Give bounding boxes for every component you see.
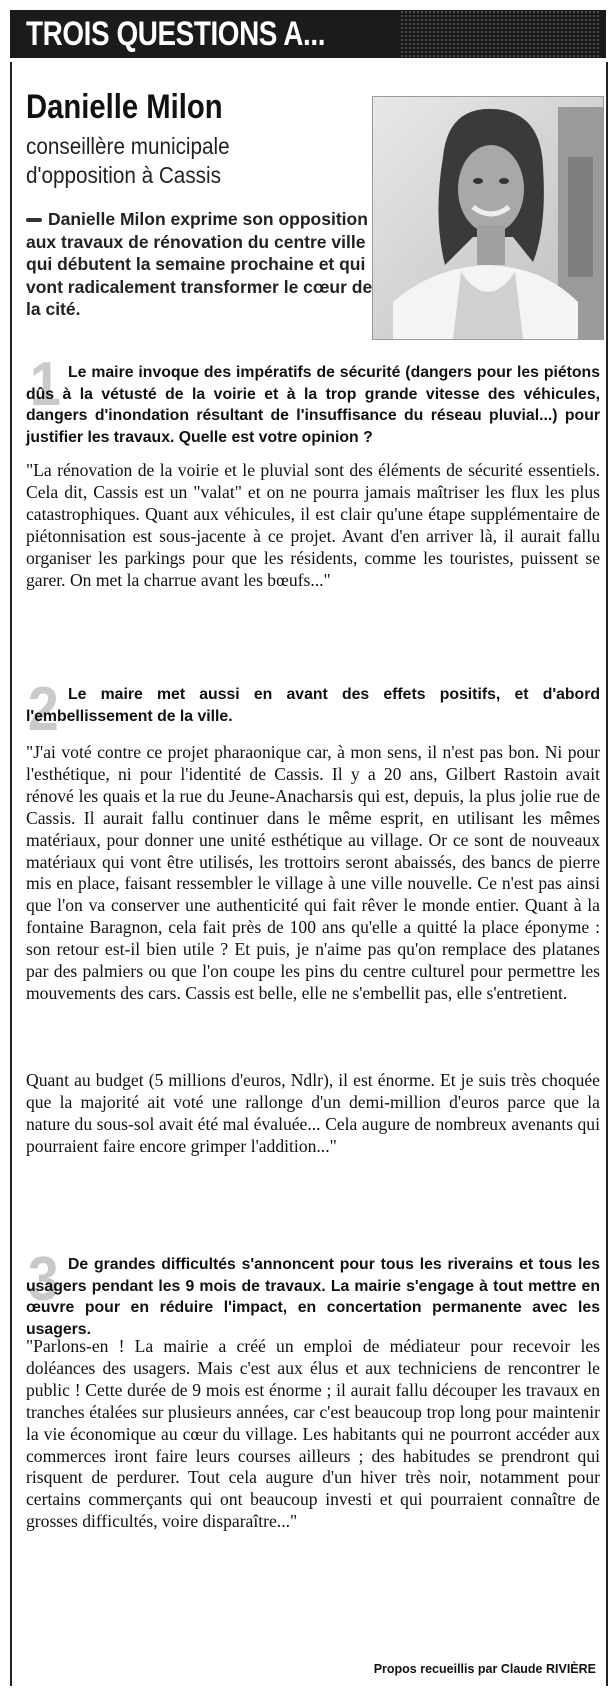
portrait-photo [372,96,604,340]
interviewee-role [26,132,230,190]
banner-title: TROIS QUESTIONS A... [26,15,326,53]
answer-1: "La rénovation de la voirie et le pluvial sont des éléments de sécurité essentiels. Cela dit, Cassis est un "valat" et on ne pourra jamais maîtriser les flux les plus catastrophiques. Quant aux véhicules, il est clair qu'une étape supplémentaire de piétonnisation est sous-jacente à ce projet. Avant d'en arriver là, il aurait fallu organiser les parkings pour que les résidents, comme les touristes, puissent se garer. On met la charrue avant les bœufs..." [26,460,600,590]
question-number-3: 3 [27,1245,59,1314]
intro-text: Danielle Milon exprime son opposition aux travaux de rénovation du centre ville qui débutent la semaine prochaine et qui vont radicalement transformer le cœur de la cité. [26,209,373,319]
answer-2: "J'ai voté contre ce projet pharaonique car, à mon sens, il n'est pas bon. Ni pour l'esthétique, ni pour l'identité de Cassis. Il y a 20 ans, Gilbert Rastoin avait rénové les quais et la rue du Jeune-Anacharsis qui est, depuis, la plus jolie rue de Cassis. Il aurait fallu continuer dans le même esprit, en utilisant les mêmes matériaux, pour donner une unité esthétique au village. Or ce sont de nouveaux matériaux qui vont être utilisés, les trottoirs seront abaissés, des bancs de pierre mis en place, faisant ressembler le village à une ville nouvelle. Ce n'est pas ainsi que l'on va conserver une authenticité qui fait rêver le monde entier. Quant à la fontaine Baragnon, cela fait près de 100 ans qu'elle a quitté la place éponyme : son retour est-il bien utile ? Et puis, je n'aime pas qu'on remplace des platanes par des palmiers ou que l'on coupe les pins du centre culturel pour permettre les mouvements des cars. Cassis est belle, elle ne s'embellit pas, elle s'entretient. [26,742,600,1003]
question-2: Le maire met aussi en avant des effets positifs, et d'abord l'embellissement de la ville. [26,686,600,725]
header-banner [10,10,606,58]
arrow-dash-icon [26,218,42,222]
question-number-1: 1 [29,350,61,419]
role-line-2: d'opposition à Cassis [26,162,221,188]
answer-3: "Parlons-en ! La mairie a créé un emploi de médiateur pour recevoir les doléances des usagers. Mais c'est aux élus et aux techniciens de rencontrer le public ! Cette durée de 9 mois est énorme ; il aurait fallu découper les travaux en tranches étalées sur plusieurs années, car c'est beaucoup trop long pour maintenir la vie économique au cœur du village. Les habitants qui ne pourront accéder aux commerces iront faire leurs courses ailleurs ; des habitudes se prendront qui risquent de perdurer. Tout cela augure d'un hiver très noir, notamment pour certains commerçants qui ont beaucoup investi et qui pourraient connaître de grosses difficultés, voire disparaître..." [26,1336,600,1532]
portrait-illustration [373,97,603,339]
question-number-2: 2 [27,675,59,744]
intro-paragraph [26,208,381,321]
banner-halftone [400,10,600,58]
question-1: Le maire invoque des impératifs de sécurité (dangers pour les piétons dûs à la vétusté de la voirie et à la trop grande vitesse des véhicules, dangers d'inondation résultant de l'insuffisance du réseau pluvial...) pour justifier les travaux. Quelle est votre opinion ? [26,364,600,446]
role-line-1: conseillère municipale [26,133,230,159]
answer-2-continued: Quant au budget (5 millions d'euros, Ndlr), il est énorme. Et je suis très choquée que la majorité ait voté une rallonge d'un demi-million d'euros parce que la nature du sous-sol avait été mal évaluée... Cela augure de nombreux avenants qui pourraient faire encore grimper l'addition..." [26,1070,600,1156]
credit-line: Propos recueillis par Claude RIVIÈRE [373,1662,596,1676]
question-3: De grandes difficultés s'annoncent pour tous les riverains et tous les usagers pendant les 9 mois de travaux. La mairie s'engage à tout mettre en œuvre pour en réduire l'impact, en concertation permanente avec les usagers. [26,1256,600,1338]
interviewee-name: Danielle Milon [26,88,223,126]
